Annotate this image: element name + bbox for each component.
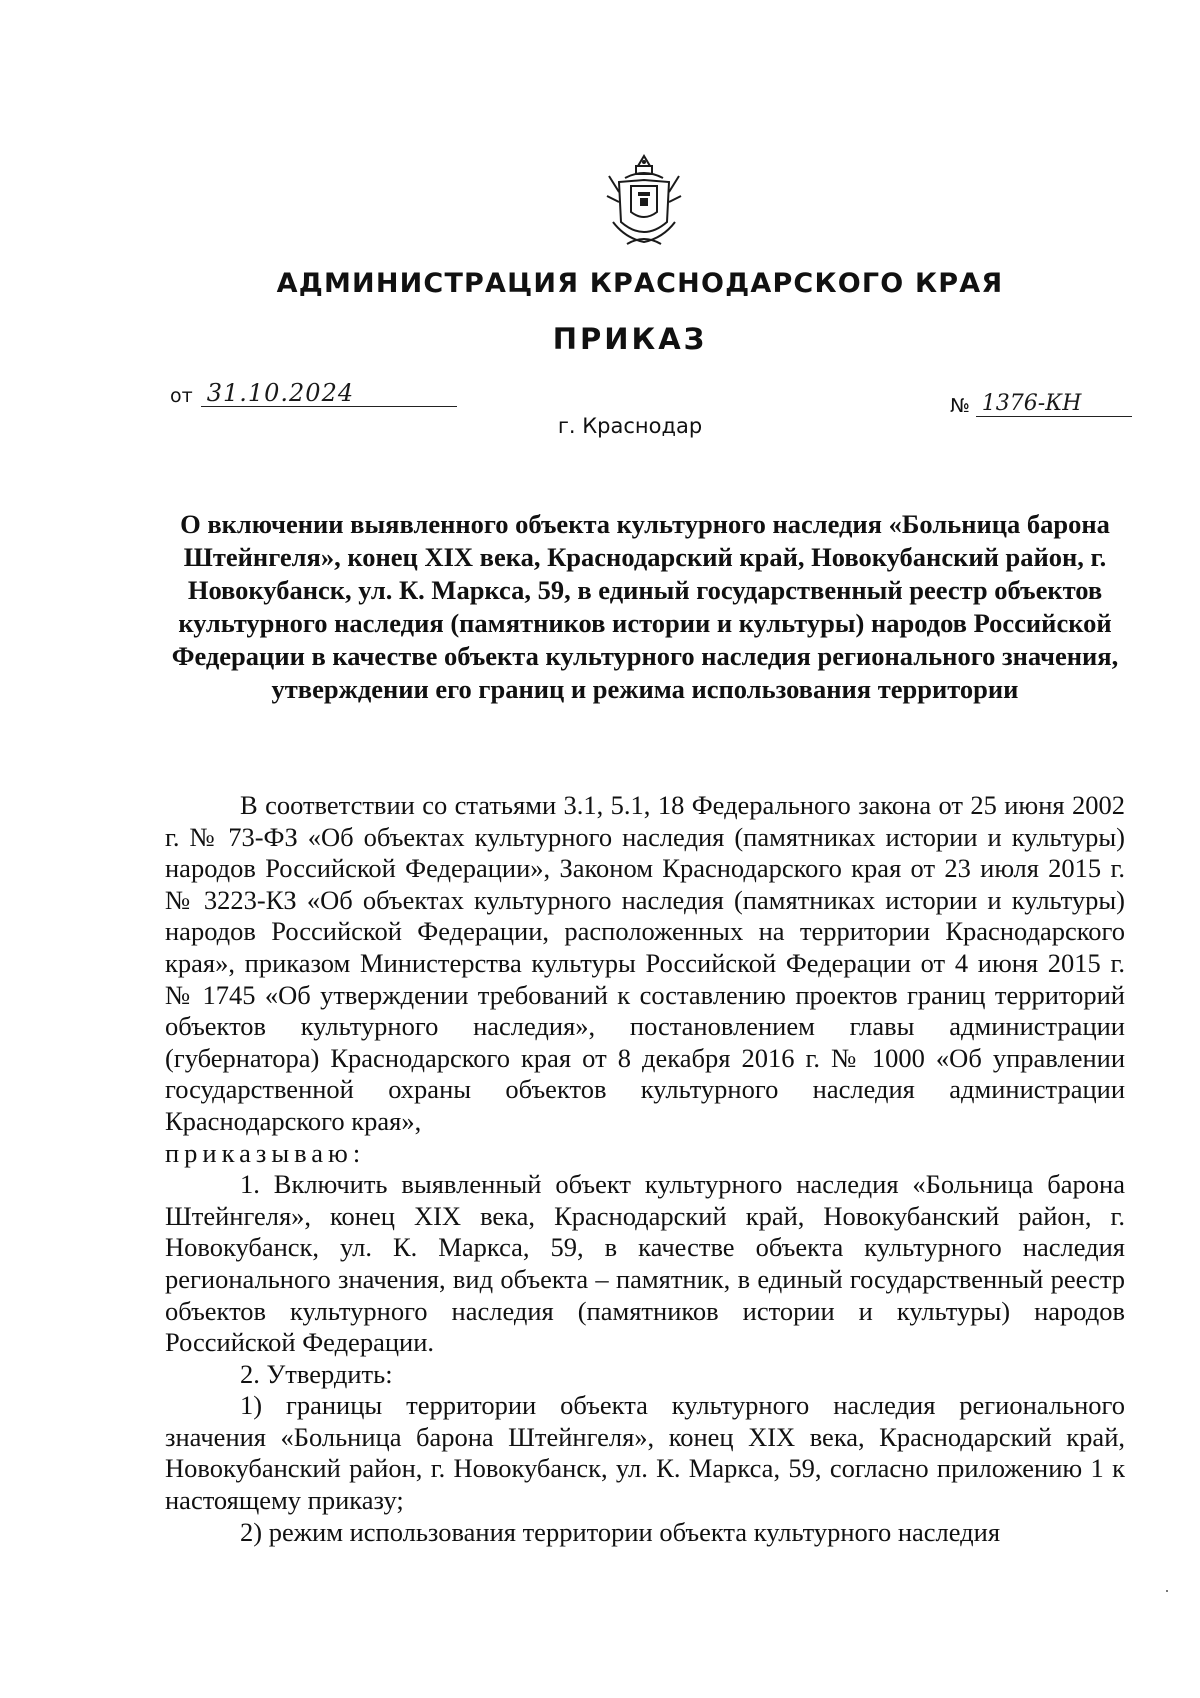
- scan-speck: [1166, 1590, 1168, 1592]
- document-subject-title: О включении выявленного объекта культурного наследия «Больница барона Штейнгеля», конец XIX века, Краснодарский край, Новокубанский район, г. Новокубанск, ул. К. Маркса, 59, в единый государственный реестр объектов культурного наследия (памятников истории и культуры) народов Российской Федерации в качестве объекта культурного наследия регионального значения, утверждении его границ и режима использования территории: [171, 509, 1119, 704]
- item-2-paragraph: 2. Утвердить:: [240, 1358, 393, 1389]
- order-word-paragraph: [165, 1138, 1125, 1170]
- document-date-line: [170, 380, 457, 407]
- document-body: [165, 790, 1125, 1548]
- order-word: приказываю:: [165, 1137, 366, 1168]
- item-1-paragraph: 1. Включить выявленный объект культурного наследия «Больница барона Штейнгеля», конец XIX века, Краснодарский край, Новокубанский район, г. Новокубанск, ул. К. Маркса, 59, в качестве объекта культурного наследия регионального значения, вид объекта – памятник, в единый государственный реестр объектов культурного наследия (памятников истории и культуры) народов Российской Федерации.: [165, 1169, 1125, 1358]
- item-2-1-paragraph: 1) границы территории объекта культурного наследия регионального значения «Больница барона Штейнгеля», конец XIX века, Краснодарский край, Новокубанский район, г. Новокубанск, ул. К. Маркса, 59, согласно приложению 1 к настоящему приказу;: [165, 1390, 1125, 1516]
- number-prefix: №: [950, 395, 970, 417]
- document-type-title: ПРИКАЗ: [552, 322, 708, 356]
- preamble-paragraph: [165, 790, 1125, 1138]
- document-date-handwritten: 31.10.2024: [201, 380, 457, 407]
- item-2-2-paragraph: 2) режим использования территории объекта культурного наследия: [240, 1516, 1001, 1547]
- organization-name: АДМИНИСТРАЦИЯ КРАСНОДАРСКОГО КРАЯ: [276, 268, 1004, 299]
- coat-of-arms-emblem: [605, 152, 683, 248]
- document-city: г. Краснодар: [557, 414, 703, 438]
- preamble-text: В соответствии со статьями 3.1, 5.1, 18 Федерального закона от 25 июня 2002 г. № 73-ФЗ «Об объектах культурного наследия (памятниках истории и культуры) народов Российской Федерации», Законом Краснодарского края от 23 июля 2015 г. № 3223-КЗ «Об объектах культурного наследия (памятниках истории и культуры) народов Российской Федерации, расположенных на территории Краснодарского края», приказом Министерства культуры Российской Федерации от 4 июня 2015 г. № 1745 «Об утверждении требований к составлению проектов границ территорий объектов культурного наследия», постановлением главы администрации (губернатора) Краснодарского края от 8 декабря 2016 г. № 1000 «Об управлении государственной охраны объектов культурного наследия администрации Краснодарского края»,: [165, 790, 1125, 1136]
- document-number-handwritten: 1376-КН: [976, 392, 1132, 417]
- date-prefix: от: [170, 385, 193, 407]
